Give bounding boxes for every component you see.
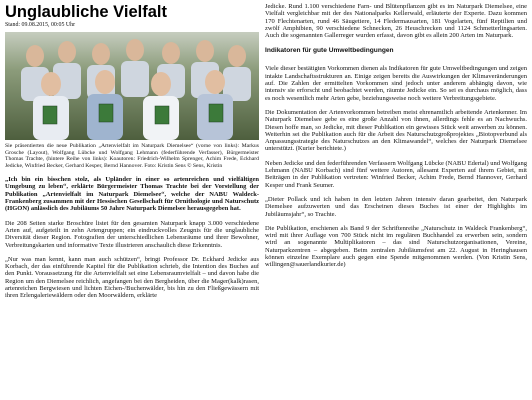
photo-caption: Sie präsentierten die neue Publikation „Artenvielfalt im Naturpark Diemelsee“ (vorne von links): Markus Grosche (Layout), Wolfgang Lübcke und Wolfgang Lehmann (federführende Verfasser), Bürgermeister Thomas Trachte, (hintere Reihe von links): Koautoren: Friedrich-Wilhelm Sprenger, Achim Frede, Eckhard Jedicke, Winfried Becker, Gerhard Kesper, Bernd Hannover. Foto: Kristin Sens © Sens, Kristin bbox=[5, 143, 259, 169]
paragraph: „Dieter Pollack und ich haben in den letzten Jahren intensiv daran gearbeitet, den Naturpark Diemelsee aufzuwerten und das Erscheinen dieses Buches ist einer der Highlights im Jubiläumsjahr“, so Trachte. bbox=[265, 195, 527, 218]
paragraph: „Nur was man kennt, kann man auch schützen“, bringt Professor Dr. Eckhard Jedicke aus Korbach, der das einführende Kapitel für die Publikation schrieb, die Intention des Buches auf den Punkt. Voraussetzung für die Artenvielfalt sei eine Lebensraumvielfalt – und davon habe die Region um den Diemelsee reichlich, angefangen bei den Bergheiden, über die Mager(kalk)rasen, artenreichen Bergwiesen und lichten Eichen-/Buchenwälder, bis hin zu den Fließgewässern mit ihren Erlengaleriewäldern oder den Moorwäldern, erklärte bbox=[5, 255, 259, 300]
paragraph: „Ich bin ein bisschen stolz, als Upländer in einer so artenreichen und vielfältigen Umgebung zu leben“, erklärte Bürgermeister Thomas Trachte bei der Vorstellung der Publikation „Artenvielfalt im Naturpark Diemelsee“, welche der NABU Waldeck-Frankenberg zusammen mit der Hessischen Gesellschaft für Ornithologie und Naturschutz (HGON) anlässlich des Jubiläums 50 Jahre Naturpark Diemelsee herausgegeben hat. bbox=[5, 176, 259, 213]
paragraph: Neben Jedicke und den federführenden Verfassern Wolfgang Lübcke (NABU Edertal) und Wolfgang Lehmann (NABU Korbach) sind fünf weitere Autoren, allesamt Experten auf ihrem Gebiet, mit Beiträgen in der Publikation vertreten: Winfried Becker, Achim Frede, Bernd Hannover, Gerhard Kesper und Frank Seumer. bbox=[265, 159, 527, 189]
paragraph: Die Dokumentation der Artenvorkommen betreiben meist ehrenamtlich arbeitende Artenkenner. Im Naturpark Diemelsee gebe es eine große Anzahl von ihnen, allerdings fehle es an Nachwuchs. Diesen hoffe man, so Jedicke, mit dieser Publikation ein gewisses Stück weit anwerben zu können. Weiterhin sei die Publikation auch für die Arbeit des Naturschutzgroßprojektes „Biotopverbund als Anpassungsstrategie des Naturschutzes an den Klimawandel“, welches der Naturpark Diemelsee unterstützt. (Kurier berichtete.) bbox=[265, 108, 527, 153]
paragraph: Die Publikation, erschienen als Band 9 der Schriftenreihe „Naturschutz in Waldeck Frankenberg“, wird mit ihrer Auflage von 700 Stück nicht im regulären Buchhandel zu erwerben sein, sondern wird an sogenannte Multiplikatoren – das sind Naturschutzorganisationen, Vereine, Naturparkzentren – abgegeben. Beim zentralen Jubiläumsfest am 22. August in Heringhausen können einzelne Exemplare auch gegen eine Spende mitgenommen werden. (Von Kristin Sens, willingen@sauerlandkurier.de) bbox=[265, 224, 527, 269]
article-title: Unglaubliche Vielfalt bbox=[5, 3, 167, 21]
subheading: Indikatoren für gute Umweltbedingungen bbox=[265, 47, 394, 55]
right-column bbox=[265, 3, 527, 400]
paragraph: Jedicke. Rund 1.100 verschiedene Farn- und Blütenpflanzen gibt es im Naturpark Diemelsee, eine Vielfalt vergleichbar mit der des Nationalparks Kellerwald, erläuterte der Experte. Dazu kommen 170 Flechtenarten, rund 46 Säugetiere, 14 Fledermausarten, 181 Vogelarten, fünf Reptilien und zwölf Amphibien, 90 verschiedene Schnecken, 26 Heuschrecken und 1124 Schmetterlingsarten. Auch die sogenannten Gallerreger wurden erfasst, davon gibt es allein 200 Arten im Naturpark. bbox=[265, 3, 527, 40]
article-photo bbox=[5, 32, 259, 140]
article-timestamp: Stand: 09.08.2015, 00:05 Uhr bbox=[5, 22, 76, 28]
paragraph: Die 208 Seiten starke Broschüre listet für den gesamten Naturpark knapp 3.000 verschiedene Arten auf, aufgeteilt in zehn Artengruppen; ein eindruckvolles Zeugnis für die unglaubliche Diversität dieser Region. Fotografien der unterschiedlichen Lebensräume und ihrer Bewohner, Verbreitungskarten und informative Texte illustrieren anschaulich diese Erkenntnis. bbox=[5, 219, 259, 249]
group-photo-icon bbox=[5, 32, 259, 140]
left-column bbox=[5, 3, 259, 400]
paragraph: Viele dieser bestätigten Vorkommen dienen als Indikatoren für gute Umweltbedingungen und zeigen intakte Landschaftsstrukturen an. Einige zeigen bereits die Auswirkungen der Klimaveränderungen auf. Die Zahlen der ermittelten Vorkommen sind jedoch unter anderem abhängig davon, wie intensiv sie erforscht und beobachtet werden, räumte Jedicke ein. So sei es durchaus möglich, dass es noch wesentlich mehr Arten gebe, beziehungsweise noch weitere Verbreitungsgebiete. bbox=[265, 65, 527, 102]
